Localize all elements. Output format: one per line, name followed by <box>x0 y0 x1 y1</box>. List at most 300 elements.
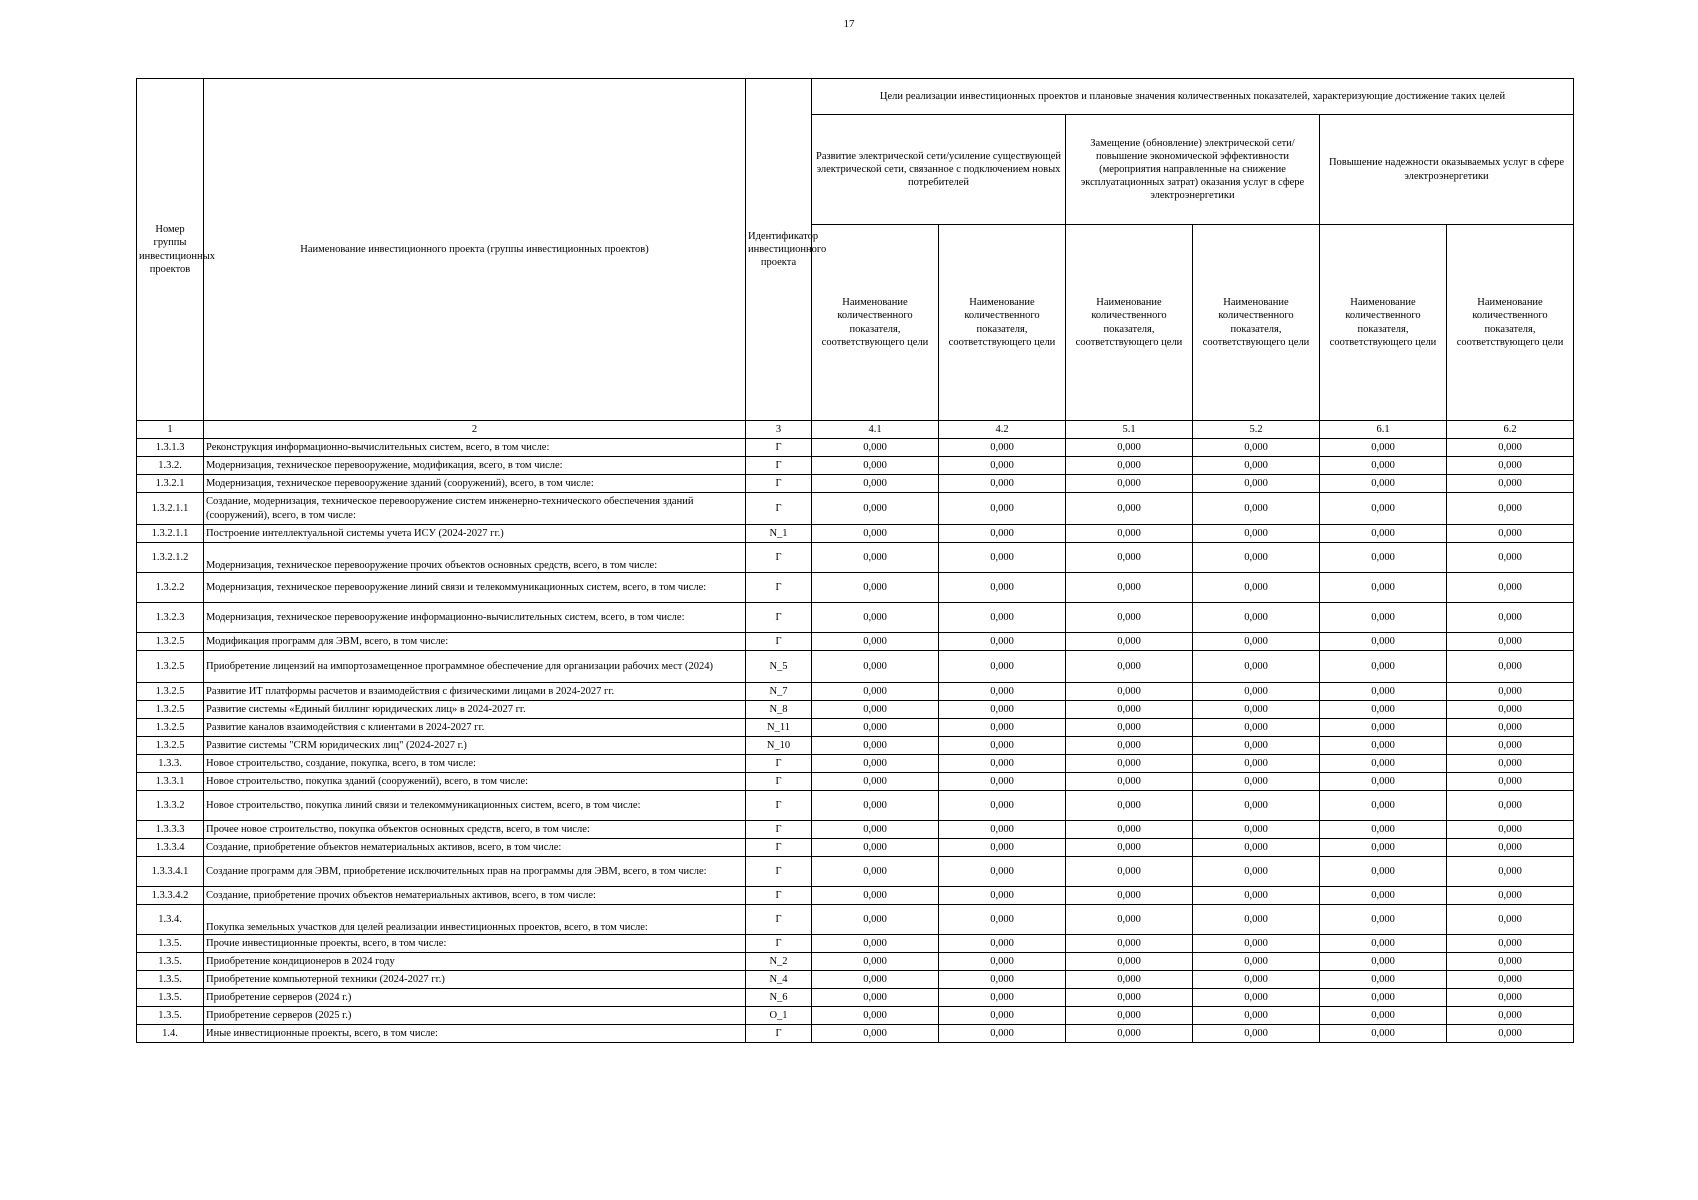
row-value-cell: 0,000 <box>812 457 939 475</box>
row-project-name: Приобретение серверов (2024 г.) <box>204 989 746 1007</box>
row-value-cell: 0,000 <box>812 1007 939 1025</box>
column-number: 4.1 <box>812 421 939 439</box>
row-value-cell: 0,000 <box>939 953 1066 971</box>
row-project-id: Г <box>746 439 812 457</box>
header-indicator-6-2: Наименование количественного показателя, соответствующего цели <box>1447 225 1574 421</box>
row-value-cell: 0,000 <box>812 683 939 701</box>
row-project-id: N_8 <box>746 701 812 719</box>
row-value-cell: 0,000 <box>1193 953 1320 971</box>
row-value-cell: 0,000 <box>1193 935 1320 953</box>
row-value-cell: 0,000 <box>939 905 1066 935</box>
row-number: 1.3.3.2 <box>137 791 204 821</box>
row-value-cell: 0,000 <box>939 971 1066 989</box>
header-number: Номер группы инвестиционных проектов <box>137 79 204 421</box>
table-row <box>137 701 1574 719</box>
row-value-cell: 0,000 <box>1447 683 1574 701</box>
row-value-cell: 0,000 <box>1193 857 1320 887</box>
row-value-cell: 0,000 <box>1066 683 1193 701</box>
row-project-name: Приобретение лицензий на импортозамещенное программное обеспечение для организации рабочих мест (2024) <box>204 651 746 683</box>
row-value-cell: 0,000 <box>1066 525 1193 543</box>
row-project-name: Приобретение серверов (2025 г.) <box>204 1007 746 1025</box>
page-number: 17 <box>843 18 855 30</box>
row-project-id: Г <box>746 791 812 821</box>
row-value-cell: 0,000 <box>812 989 939 1007</box>
row-project-id: Г <box>746 935 812 953</box>
row-value-cell: 0,000 <box>812 905 939 935</box>
table-row <box>137 971 1574 989</box>
row-value-cell: 0,000 <box>1193 525 1320 543</box>
row-value-cell: 0,000 <box>1447 773 1574 791</box>
row-value-cell: 0,000 <box>1320 457 1447 475</box>
column-number: 6.1 <box>1320 421 1447 439</box>
row-value-cell: 0,000 <box>1447 475 1574 493</box>
row-value-cell: 0,000 <box>1066 1007 1193 1025</box>
row-value-cell: 0,000 <box>1193 839 1320 857</box>
row-value-cell: 0,000 <box>1193 457 1320 475</box>
row-project-name: Модернизация, техническое перевооружение прочих объектов основных средств, всего, в том числе: <box>204 543 746 573</box>
table-row <box>137 989 1574 1007</box>
row-value-cell: 0,000 <box>1066 457 1193 475</box>
row-value-cell: 0,000 <box>939 989 1066 1007</box>
row-value-cell: 0,000 <box>1066 773 1193 791</box>
row-value-cell: 0,000 <box>1193 887 1320 905</box>
row-project-name: Прочее новое строительство, покупка объектов основных средств, всего, в том числе: <box>204 821 746 839</box>
row-value-cell: 0,000 <box>1447 525 1574 543</box>
table-row <box>137 525 1574 543</box>
row-project-name: Создание, приобретение объектов нематериальных активов, всего, в том числе: <box>204 839 746 857</box>
row-number: 1.3.3.4.1 <box>137 857 204 887</box>
row-value-cell: 0,000 <box>1447 1025 1574 1043</box>
row-value-cell: 0,000 <box>1320 989 1447 1007</box>
row-value-cell: 0,000 <box>939 525 1066 543</box>
header-goal-group-4: Развитие электрической сети/усиление существующей электрической сети, связанное с подключением новых потребителей <box>812 115 1066 225</box>
row-value-cell: 0,000 <box>1066 439 1193 457</box>
row-value-cell: 0,000 <box>1066 971 1193 989</box>
column-number: 6.2 <box>1447 421 1574 439</box>
row-value-cell: 0,000 <box>939 439 1066 457</box>
row-value-cell: 0,000 <box>939 493 1066 525</box>
row-value-cell: 0,000 <box>812 839 939 857</box>
row-value-cell: 0,000 <box>1193 475 1320 493</box>
row-value-cell: 0,000 <box>1066 719 1193 737</box>
row-number: 1.3.5. <box>137 971 204 989</box>
row-value-cell: 0,000 <box>1193 1007 1320 1025</box>
header-project-name: Наименование инвестиционного проекта (группы инвестиционных проектов) <box>204 79 746 421</box>
row-value-cell: 0,000 <box>1320 821 1447 839</box>
row-value-cell: 0,000 <box>812 953 939 971</box>
row-value-cell: 0,000 <box>812 719 939 737</box>
row-value-cell: 0,000 <box>1066 989 1193 1007</box>
row-value-cell: 0,000 <box>812 971 939 989</box>
row-value-cell: 0,000 <box>1066 935 1193 953</box>
row-value-cell: 0,000 <box>939 543 1066 573</box>
row-value-cell: 0,000 <box>939 651 1066 683</box>
table-row <box>137 773 1574 791</box>
row-number: 1.3.2.1 <box>137 475 204 493</box>
row-value-cell: 0,000 <box>939 457 1066 475</box>
row-value-cell: 0,000 <box>812 651 939 683</box>
row-value-cell: 0,000 <box>1447 989 1574 1007</box>
row-value-cell: 0,000 <box>939 857 1066 887</box>
row-value-cell: 0,000 <box>1447 857 1574 887</box>
row-value-cell: 0,000 <box>812 755 939 773</box>
row-value-cell: 0,000 <box>1193 905 1320 935</box>
row-value-cell: 0,000 <box>1320 773 1447 791</box>
table-row <box>137 633 1574 651</box>
row-project-id: N_10 <box>746 737 812 755</box>
row-value-cell: 0,000 <box>1447 935 1574 953</box>
table-row <box>137 953 1574 971</box>
table-row <box>137 475 1574 493</box>
row-value-cell: 0,000 <box>812 493 939 525</box>
row-number: 1.3.5. <box>137 1007 204 1025</box>
row-value-cell: 0,000 <box>1447 633 1574 651</box>
row-value-cell: 0,000 <box>939 755 1066 773</box>
row-value-cell: 0,000 <box>1320 953 1447 971</box>
row-value-cell: 0,000 <box>812 887 939 905</box>
row-value-cell: 0,000 <box>1447 719 1574 737</box>
row-value-cell: 0,000 <box>939 573 1066 603</box>
row-value-cell: 0,000 <box>812 857 939 887</box>
row-project-id: Г <box>746 905 812 935</box>
header-goal-group-5: Замещение (обновление) электрической сети/повышение экономической эффективности (мероприятия направленные на снижение эксплуатационных затрат) оказания услуг в сфере электроэнергетики <box>1066 115 1320 225</box>
row-project-name: Построение интеллектуальной системы учета ИСУ (2024-2027 гг.) <box>204 525 746 543</box>
row-project-name: Новое строительство, создание, покупка, всего, в том числе: <box>204 755 746 773</box>
row-value-cell: 0,000 <box>1320 573 1447 603</box>
row-project-id: Г <box>746 493 812 525</box>
row-value-cell: 0,000 <box>1447 887 1574 905</box>
row-value-cell: 0,000 <box>1193 1025 1320 1043</box>
row-value-cell: 0,000 <box>939 475 1066 493</box>
row-project-name: Новое строительство, покупка зданий (сооружений), всего, в том числе: <box>204 773 746 791</box>
row-value-cell: 0,000 <box>1193 755 1320 773</box>
table-row <box>137 905 1574 935</box>
row-value-cell: 0,000 <box>812 701 939 719</box>
row-number: 1.3.2.5 <box>137 633 204 651</box>
table-row <box>137 737 1574 755</box>
row-value-cell: 0,000 <box>1193 719 1320 737</box>
row-project-id: Г <box>746 839 812 857</box>
row-value-cell: 0,000 <box>812 633 939 651</box>
row-value-cell: 0,000 <box>1066 651 1193 683</box>
table-row <box>137 935 1574 953</box>
column-number: 2 <box>204 421 746 439</box>
row-value-cell: 0,000 <box>812 791 939 821</box>
row-value-cell: 0,000 <box>1320 439 1447 457</box>
row-value-cell: 0,000 <box>1320 525 1447 543</box>
row-value-cell: 0,000 <box>1193 543 1320 573</box>
row-number: 1.3.2.5 <box>137 651 204 683</box>
row-value-cell: 0,000 <box>1320 791 1447 821</box>
table-row <box>137 1025 1574 1043</box>
row-value-cell: 0,000 <box>1066 475 1193 493</box>
row-value-cell: 0,000 <box>1193 439 1320 457</box>
row-number: 1.3.2.1.2 <box>137 543 204 573</box>
row-value-cell: 0,000 <box>1320 719 1447 737</box>
row-value-cell: 0,000 <box>1447 603 1574 633</box>
row-value-cell: 0,000 <box>1193 603 1320 633</box>
row-value-cell: 0,000 <box>1447 1007 1574 1025</box>
row-number: 1.3.5. <box>137 935 204 953</box>
row-value-cell: 0,000 <box>1066 755 1193 773</box>
row-value-cell: 0,000 <box>1320 701 1447 719</box>
row-value-cell: 0,000 <box>1193 651 1320 683</box>
row-value-cell: 0,000 <box>1320 737 1447 755</box>
table-row <box>137 543 1574 573</box>
row-number: 1.3.1.3 <box>137 439 204 457</box>
table-row <box>137 719 1574 737</box>
row-value-cell: 0,000 <box>1320 971 1447 989</box>
row-value-cell: 0,000 <box>939 719 1066 737</box>
row-value-cell: 0,000 <box>939 791 1066 821</box>
row-number: 1.3.3.1 <box>137 773 204 791</box>
table-row <box>137 651 1574 683</box>
row-project-name: Новое строительство, покупка линий связи и телекоммуникационных систем, всего, в том числе: <box>204 791 746 821</box>
row-value-cell: 0,000 <box>1320 755 1447 773</box>
row-value-cell: 0,000 <box>812 543 939 573</box>
row-value-cell: 0,000 <box>1066 701 1193 719</box>
table-row <box>137 839 1574 857</box>
row-project-id: Г <box>746 1025 812 1043</box>
row-project-id: N_7 <box>746 683 812 701</box>
row-value-cell: 0,000 <box>1447 971 1574 989</box>
row-value-cell: 0,000 <box>812 475 939 493</box>
row-value-cell: 0,000 <box>1193 683 1320 701</box>
row-value-cell: 0,000 <box>1320 603 1447 633</box>
table-row <box>137 439 1574 457</box>
table-body <box>137 439 1574 1043</box>
row-project-id: Г <box>746 773 812 791</box>
row-number: 1.3.2.2 <box>137 573 204 603</box>
row-value-cell: 0,000 <box>939 839 1066 857</box>
row-value-cell: 0,000 <box>1447 543 1574 573</box>
row-project-id: N_2 <box>746 953 812 971</box>
table-row <box>137 887 1574 905</box>
row-number: 1.3.5. <box>137 953 204 971</box>
table-row <box>137 857 1574 887</box>
row-value-cell: 0,000 <box>812 603 939 633</box>
row-number: 1.3.3. <box>137 755 204 773</box>
row-value-cell: 0,000 <box>1447 701 1574 719</box>
column-number: 1 <box>137 421 204 439</box>
row-value-cell: 0,000 <box>1447 493 1574 525</box>
row-number: 1.3.2.5 <box>137 683 204 701</box>
row-value-cell: 0,000 <box>1320 543 1447 573</box>
row-value-cell: 0,000 <box>1066 857 1193 887</box>
row-project-id: N_11 <box>746 719 812 737</box>
row-project-id: Г <box>746 857 812 887</box>
row-project-name: Приобретение кондиционеров в 2024 году <box>204 953 746 971</box>
row-value-cell: 0,000 <box>939 773 1066 791</box>
row-project-name: Создание, приобретение прочих объектов нематериальных активов, всего, в том числе: <box>204 887 746 905</box>
row-value-cell: 0,000 <box>1066 791 1193 821</box>
row-value-cell: 0,000 <box>1320 905 1447 935</box>
row-number: 1.3.2.5 <box>137 719 204 737</box>
row-project-name: Модификация программ для ЭВМ, всего, в том числе: <box>204 633 746 651</box>
row-value-cell: 0,000 <box>1066 493 1193 525</box>
header-indicator-5-1: Наименование количественного показателя, соответствующего цели <box>1066 225 1193 421</box>
table-row <box>137 493 1574 525</box>
row-project-name: Реконструкция информационно-вычислительных систем, всего, в том числе: <box>204 439 746 457</box>
row-number: 1.3.5. <box>137 989 204 1007</box>
row-value-cell: 0,000 <box>939 821 1066 839</box>
row-project-id: N_1 <box>746 525 812 543</box>
row-project-name: Прочие инвестиционные проекты, всего, в том числе: <box>204 935 746 953</box>
row-value-cell: 0,000 <box>939 701 1066 719</box>
row-number: 1.3.2.3 <box>137 603 204 633</box>
row-value-cell: 0,000 <box>1320 1007 1447 1025</box>
row-value-cell: 0,000 <box>939 633 1066 651</box>
row-project-id: Г <box>746 887 812 905</box>
header-project-id: Идентификатор инвестиционного проекта <box>746 79 812 421</box>
row-project-name: Модернизация, техническое перевооружение зданий (сооружений), всего, в том числе: <box>204 475 746 493</box>
row-value-cell: 0,000 <box>1447 791 1574 821</box>
row-project-name: Модернизация, техническое перевооружение, модификация, всего, в том числе: <box>204 457 746 475</box>
row-value-cell: 0,000 <box>1320 633 1447 651</box>
row-project-id: Г <box>746 573 812 603</box>
row-value-cell: 0,000 <box>1066 905 1193 935</box>
column-number: 3 <box>746 421 812 439</box>
row-value-cell: 0,000 <box>1193 821 1320 839</box>
row-project-name: Создание, модернизация, техническое перевооружение систем инженерно-технического обеспечения зданий (сооружений), всего, в том числе: <box>204 493 746 525</box>
row-number: 1.4. <box>137 1025 204 1043</box>
row-value-cell: 0,000 <box>1447 839 1574 857</box>
row-project-id: Г <box>746 633 812 651</box>
row-value-cell: 0,000 <box>1066 1025 1193 1043</box>
row-value-cell: 0,000 <box>1447 821 1574 839</box>
table-row <box>137 791 1574 821</box>
row-value-cell: 0,000 <box>1193 573 1320 603</box>
row-value-cell: 0,000 <box>812 935 939 953</box>
row-project-id: N_6 <box>746 989 812 1007</box>
row-number: 1.3.2. <box>137 457 204 475</box>
row-value-cell: 0,000 <box>1447 439 1574 457</box>
row-value-cell: 0,000 <box>1066 543 1193 573</box>
row-value-cell: 0,000 <box>939 1007 1066 1025</box>
row-value-cell: 0,000 <box>1193 773 1320 791</box>
row-value-cell: 0,000 <box>1320 839 1447 857</box>
row-value-cell: 0,000 <box>1320 887 1447 905</box>
table-row <box>137 821 1574 839</box>
row-value-cell: 0,000 <box>1447 573 1574 603</box>
row-value-cell: 0,000 <box>939 737 1066 755</box>
row-value-cell: 0,000 <box>1193 493 1320 525</box>
table-row <box>137 603 1574 633</box>
row-project-id: Г <box>746 543 812 573</box>
row-value-cell: 0,000 <box>939 683 1066 701</box>
row-value-cell: 0,000 <box>1447 953 1574 971</box>
row-value-cell: 0,000 <box>1193 791 1320 821</box>
row-value-cell: 0,000 <box>1066 603 1193 633</box>
header-indicator-5-2: Наименование количественного показателя, соответствующего цели <box>1193 225 1320 421</box>
row-project-id: O_1 <box>746 1007 812 1025</box>
row-project-name: Иные инвестиционные проекты, всего, в том числе: <box>204 1025 746 1043</box>
row-value-cell: 0,000 <box>1320 651 1447 683</box>
row-value-cell: 0,000 <box>812 439 939 457</box>
row-value-cell: 0,000 <box>1320 935 1447 953</box>
row-number: 1.3.3.4 <box>137 839 204 857</box>
row-value-cell: 0,000 <box>1066 887 1193 905</box>
row-value-cell: 0,000 <box>1447 905 1574 935</box>
row-value-cell: 0,000 <box>1066 821 1193 839</box>
row-value-cell: 0,000 <box>1320 857 1447 887</box>
row-value-cell: 0,000 <box>1066 953 1193 971</box>
row-project-name: Развитие каналов взаимодействия с клиентами в 2024-2027 гг. <box>204 719 746 737</box>
row-project-name: Модернизация, техническое перевооружение линий связи и телекоммуникационных систем, всего, в том числе: <box>204 573 746 603</box>
row-project-name: Приобретение компьютерной техники (2024-2027 гг.) <box>204 971 746 989</box>
column-number: 5.1 <box>1066 421 1193 439</box>
table-row <box>137 1007 1574 1025</box>
row-number: 1.3.3.3 <box>137 821 204 839</box>
row-value-cell: 0,000 <box>812 737 939 755</box>
row-value-cell: 0,000 <box>939 887 1066 905</box>
investment-goals-table <box>136 78 1574 1043</box>
row-value-cell: 0,000 <box>1447 737 1574 755</box>
row-project-id: Г <box>746 475 812 493</box>
row-project-name: Развитие системы «Единый биллинг юридических лиц» в 2024-2027 гг. <box>204 701 746 719</box>
table-row <box>137 683 1574 701</box>
row-value-cell: 0,000 <box>1193 701 1320 719</box>
row-value-cell: 0,000 <box>1447 457 1574 475</box>
row-value-cell: 0,000 <box>939 935 1066 953</box>
row-project-name: Развитие системы "CRM юридических лиц" (2024-2027 г.) <box>204 737 746 755</box>
row-project-id: Г <box>746 821 812 839</box>
row-value-cell: 0,000 <box>1320 475 1447 493</box>
row-project-id: Г <box>746 457 812 475</box>
row-project-id: N_5 <box>746 651 812 683</box>
row-value-cell: 0,000 <box>1193 633 1320 651</box>
row-value-cell: 0,000 <box>812 821 939 839</box>
row-value-cell: 0,000 <box>812 773 939 791</box>
row-number: 1.3.2.1.1 <box>137 493 204 525</box>
header-goals-title: Цели реализации инвестиционных проектов и плановые значения количественных показателей, характеризующие достижение таких целей <box>812 79 1574 115</box>
table-row <box>137 755 1574 773</box>
row-value-cell: 0,000 <box>1320 493 1447 525</box>
row-project-id: Г <box>746 755 812 773</box>
row-value-cell: 0,000 <box>1066 839 1193 857</box>
row-number: 1.3.2.1.1 <box>137 525 204 543</box>
row-value-cell: 0,000 <box>1320 1025 1447 1043</box>
row-value-cell: 0,000 <box>939 603 1066 633</box>
row-value-cell: 0,000 <box>1193 737 1320 755</box>
row-value-cell: 0,000 <box>1447 651 1574 683</box>
row-number: 1.3.2.5 <box>137 737 204 755</box>
row-value-cell: 0,000 <box>812 525 939 543</box>
header-goal-group-6: Повышение надежности оказываемых услуг в сфере электроэнергетики <box>1320 115 1574 225</box>
header-indicator-6-1: Наименование количественного показателя, соответствующего цели <box>1320 225 1447 421</box>
column-number: 4.2 <box>939 421 1066 439</box>
row-project-name: Создание программ для ЭВМ, приобретение исключительных прав на программы для ЭВМ, всего, в том числе: <box>204 857 746 887</box>
row-value-cell: 0,000 <box>812 573 939 603</box>
header-indicator-4-2: Наименование количественного показателя, соответствующего цели <box>939 225 1066 421</box>
row-value-cell: 0,000 <box>1193 971 1320 989</box>
row-value-cell: 0,000 <box>1066 573 1193 603</box>
row-project-name: Развитие ИТ платформы расчетов и взаимодействия с физическими лицами в 2024-2027 гг. <box>204 683 746 701</box>
row-project-name: Покупка земельных участков для целей реализации инвестиционных проектов, всего, в том числе: <box>204 905 746 935</box>
row-project-name: Модернизация, техническое перевооружение информационно-вычислительных систем, всего, в том числе: <box>204 603 746 633</box>
row-value-cell: 0,000 <box>939 1025 1066 1043</box>
row-number: 1.3.2.5 <box>137 701 204 719</box>
column-numbering-row <box>137 421 1574 439</box>
row-project-id: N_4 <box>746 971 812 989</box>
column-number: 5.2 <box>1193 421 1320 439</box>
row-value-cell: 0,000 <box>1066 633 1193 651</box>
row-value-cell: 0,000 <box>1193 989 1320 1007</box>
row-value-cell: 0,000 <box>1320 683 1447 701</box>
row-value-cell: 0,000 <box>1066 737 1193 755</box>
row-project-id: Г <box>746 603 812 633</box>
row-number: 1.3.3.4.2 <box>137 887 204 905</box>
